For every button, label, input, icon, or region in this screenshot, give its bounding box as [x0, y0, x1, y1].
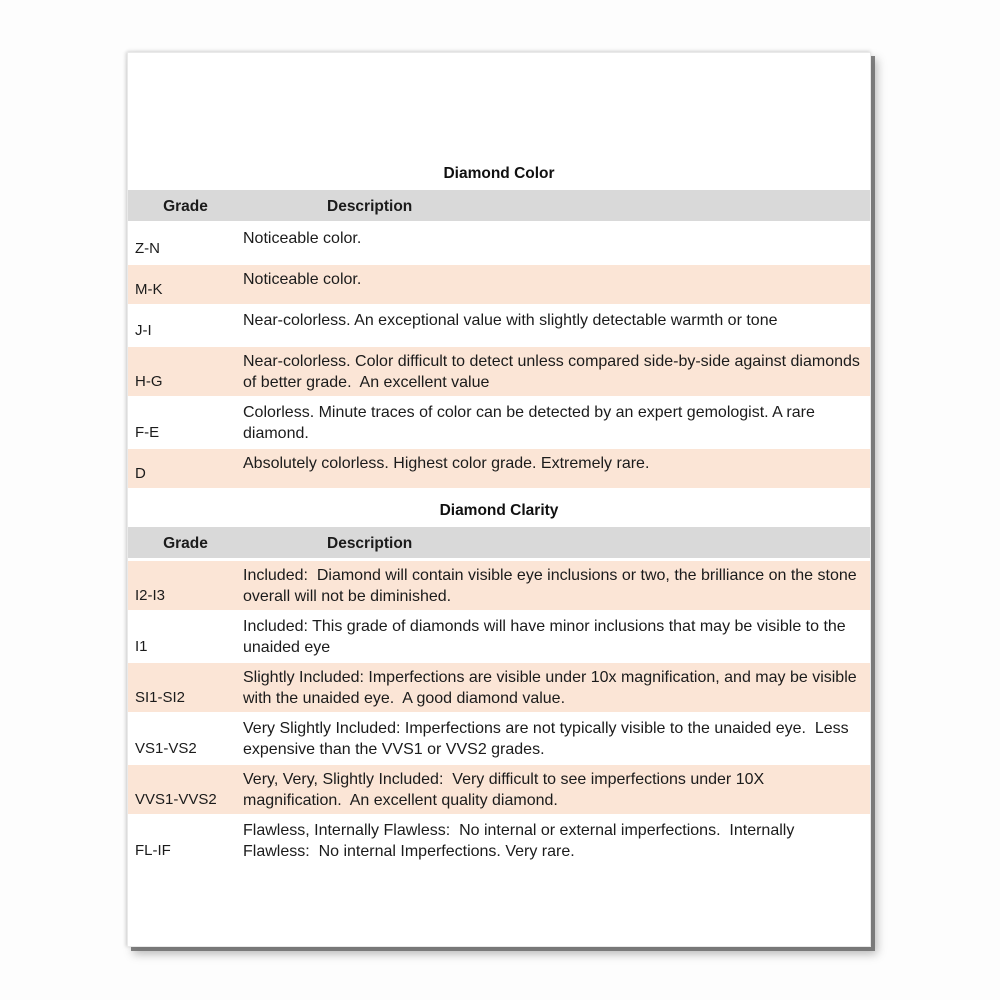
description-cell: Noticeable color.: [243, 230, 362, 247]
grade-cell: I2-I3: [135, 587, 166, 604]
table-body: [128, 224, 870, 488]
table-row-fl-if: [128, 816, 870, 865]
grade-cell: F-E: [135, 424, 160, 441]
table-row-h-g: [128, 347, 870, 396]
grade-cell: H-G: [135, 373, 163, 390]
table-title: Diamond Color: [443, 165, 555, 182]
document-page: [127, 52, 871, 947]
table-diamond-clarity: [128, 502, 870, 865]
grade-cell: D: [135, 465, 146, 482]
description-cell: Included: This grade of diamonds will have minor inclusions that may be visible to the unaided eye: [243, 618, 851, 656]
description-cell: Very, Very, Slightly Included: Very difficult to see imperfections under 10X magnification. An excellent quality diamond.: [243, 771, 769, 809]
table-title: Diamond Clarity: [439, 502, 559, 519]
description-cell: Near-colorless. An exceptional value with slightly detectable warmth or tone: [243, 312, 778, 329]
grade-cell: SI1-SI2: [135, 689, 186, 706]
grade-cell: I1: [135, 638, 148, 655]
table-row-j-i: [128, 306, 870, 345]
table-row-f-e: [128, 398, 870, 447]
description-cell: Flawless, Internally Flawless: No internal or external imperfections. Internally Flawless: No internal Imperfections. Very rare.: [243, 822, 799, 860]
table-header-row: [128, 527, 870, 558]
column-header-description: Description: [327, 535, 413, 552]
table-row-vs1-vs2: [128, 714, 870, 763]
description-cell: Colorless. Minute traces of color can be detected by an expert gemologist. A rare diamond.: [243, 404, 820, 442]
grade-cell: VVS1-VVS2: [135, 791, 217, 808]
description-cell: Near-colorless. Color difficult to detect unless compared side-by-side against diamonds of better grade. An excellent value: [243, 353, 865, 391]
table-row-si1-si2: [128, 663, 870, 712]
description-cell: Slightly Included: Imperfections are visible under 10x magnification, and may be visible with the unaided eye. A good diamond value.: [243, 669, 862, 707]
table-row-i1: [128, 612, 870, 661]
grade-cell: Z-N: [135, 240, 160, 257]
column-header-grade: Grade: [163, 535, 208, 552]
column-header-grade: Grade: [163, 198, 208, 215]
table-row-m-k: [128, 265, 870, 304]
table-row-z-n: [128, 224, 870, 263]
grade-cell: VS1-VS2: [135, 740, 197, 757]
description-cell: Noticeable color.: [243, 271, 362, 288]
grade-cell: FL-IF: [135, 842, 171, 859]
description-cell: Absolutely colorless. Highest color grade. Extremely rare.: [243, 455, 650, 472]
table-diamond-color: [128, 165, 870, 488]
grade-cell: M-K: [135, 281, 163, 298]
column-header-description: Description: [327, 198, 413, 215]
description-cell: Included: Diamond will contain visible eye inclusions or two, the brilliance on the stone overall will not be diminished.: [243, 567, 862, 605]
grade-cell: J-I: [135, 322, 152, 339]
table-header-row: [128, 190, 870, 221]
description-cell: Very Slightly Included: Imperfections are not typically visible to the unaided eye. Less expensive than the VVS1 or VVS2 grades.: [243, 720, 854, 758]
table-row-d: [128, 449, 870, 488]
table-row-vvs1-vvs2: [128, 765, 870, 814]
table-row-i2-i3: [128, 561, 870, 610]
table-body: [128, 561, 870, 865]
